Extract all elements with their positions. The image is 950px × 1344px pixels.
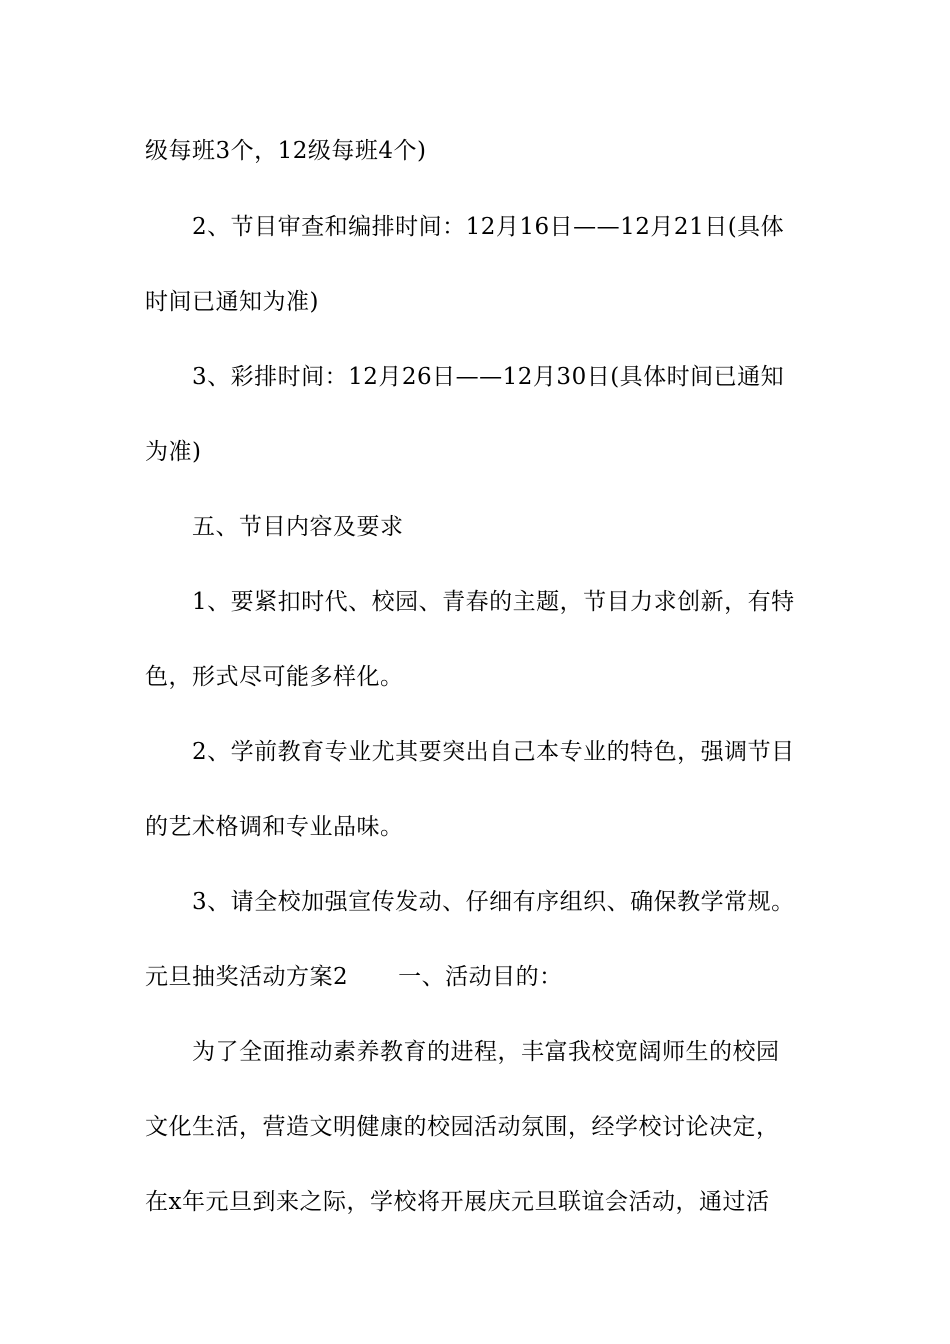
text-line-9: 2、学前教育专业尤其要突出自己本专业的特色，强调节目 (192, 739, 795, 765)
plan-title: 元旦抽奖活动方案2 (145, 964, 349, 990)
paragraph-line-1: 为了全面推动素养教育的进程，丰富我校宽阔师生的校园 (192, 1039, 780, 1065)
text-line-3: 时间已通知为准) (145, 289, 319, 315)
text-line-7: 1、要紧扣时代、校园、青春的主题，节目力求创新，有特 (192, 589, 795, 615)
section-heading-5: 五、节目内容及要求 (192, 514, 404, 540)
text-line-8: 色，形式尽可能多样化。 (145, 664, 404, 690)
paragraph-line-2: 文化生活，营造文明健康的校园活动氛围，经学校讨论决定， (145, 1114, 780, 1140)
paragraph-line-3: 在x年元旦到来之际，学校将开展庆元旦联谊会活动，通过活 (145, 1189, 770, 1215)
text-line-11: 3、请全校加强宣传发动、仔细有序组织、确保教学常规。 (192, 889, 795, 915)
text-line-5: 为准) (145, 439, 202, 465)
text-line-4: 3、彩排时间：12月26日——12月30日(具体时间已通知 (192, 364, 785, 390)
text-line-10: 的艺术格调和专业品味。 (145, 814, 404, 840)
plan-section-heading: 一、活动目的： (398, 964, 563, 990)
text-line-2: 2、节目审查和编排时间：12月16日——12月21日(具体 (192, 214, 785, 240)
text-line-1: 级每班3个，12级每班4个) (145, 138, 427, 164)
plan-heading-row (145, 962, 815, 992)
